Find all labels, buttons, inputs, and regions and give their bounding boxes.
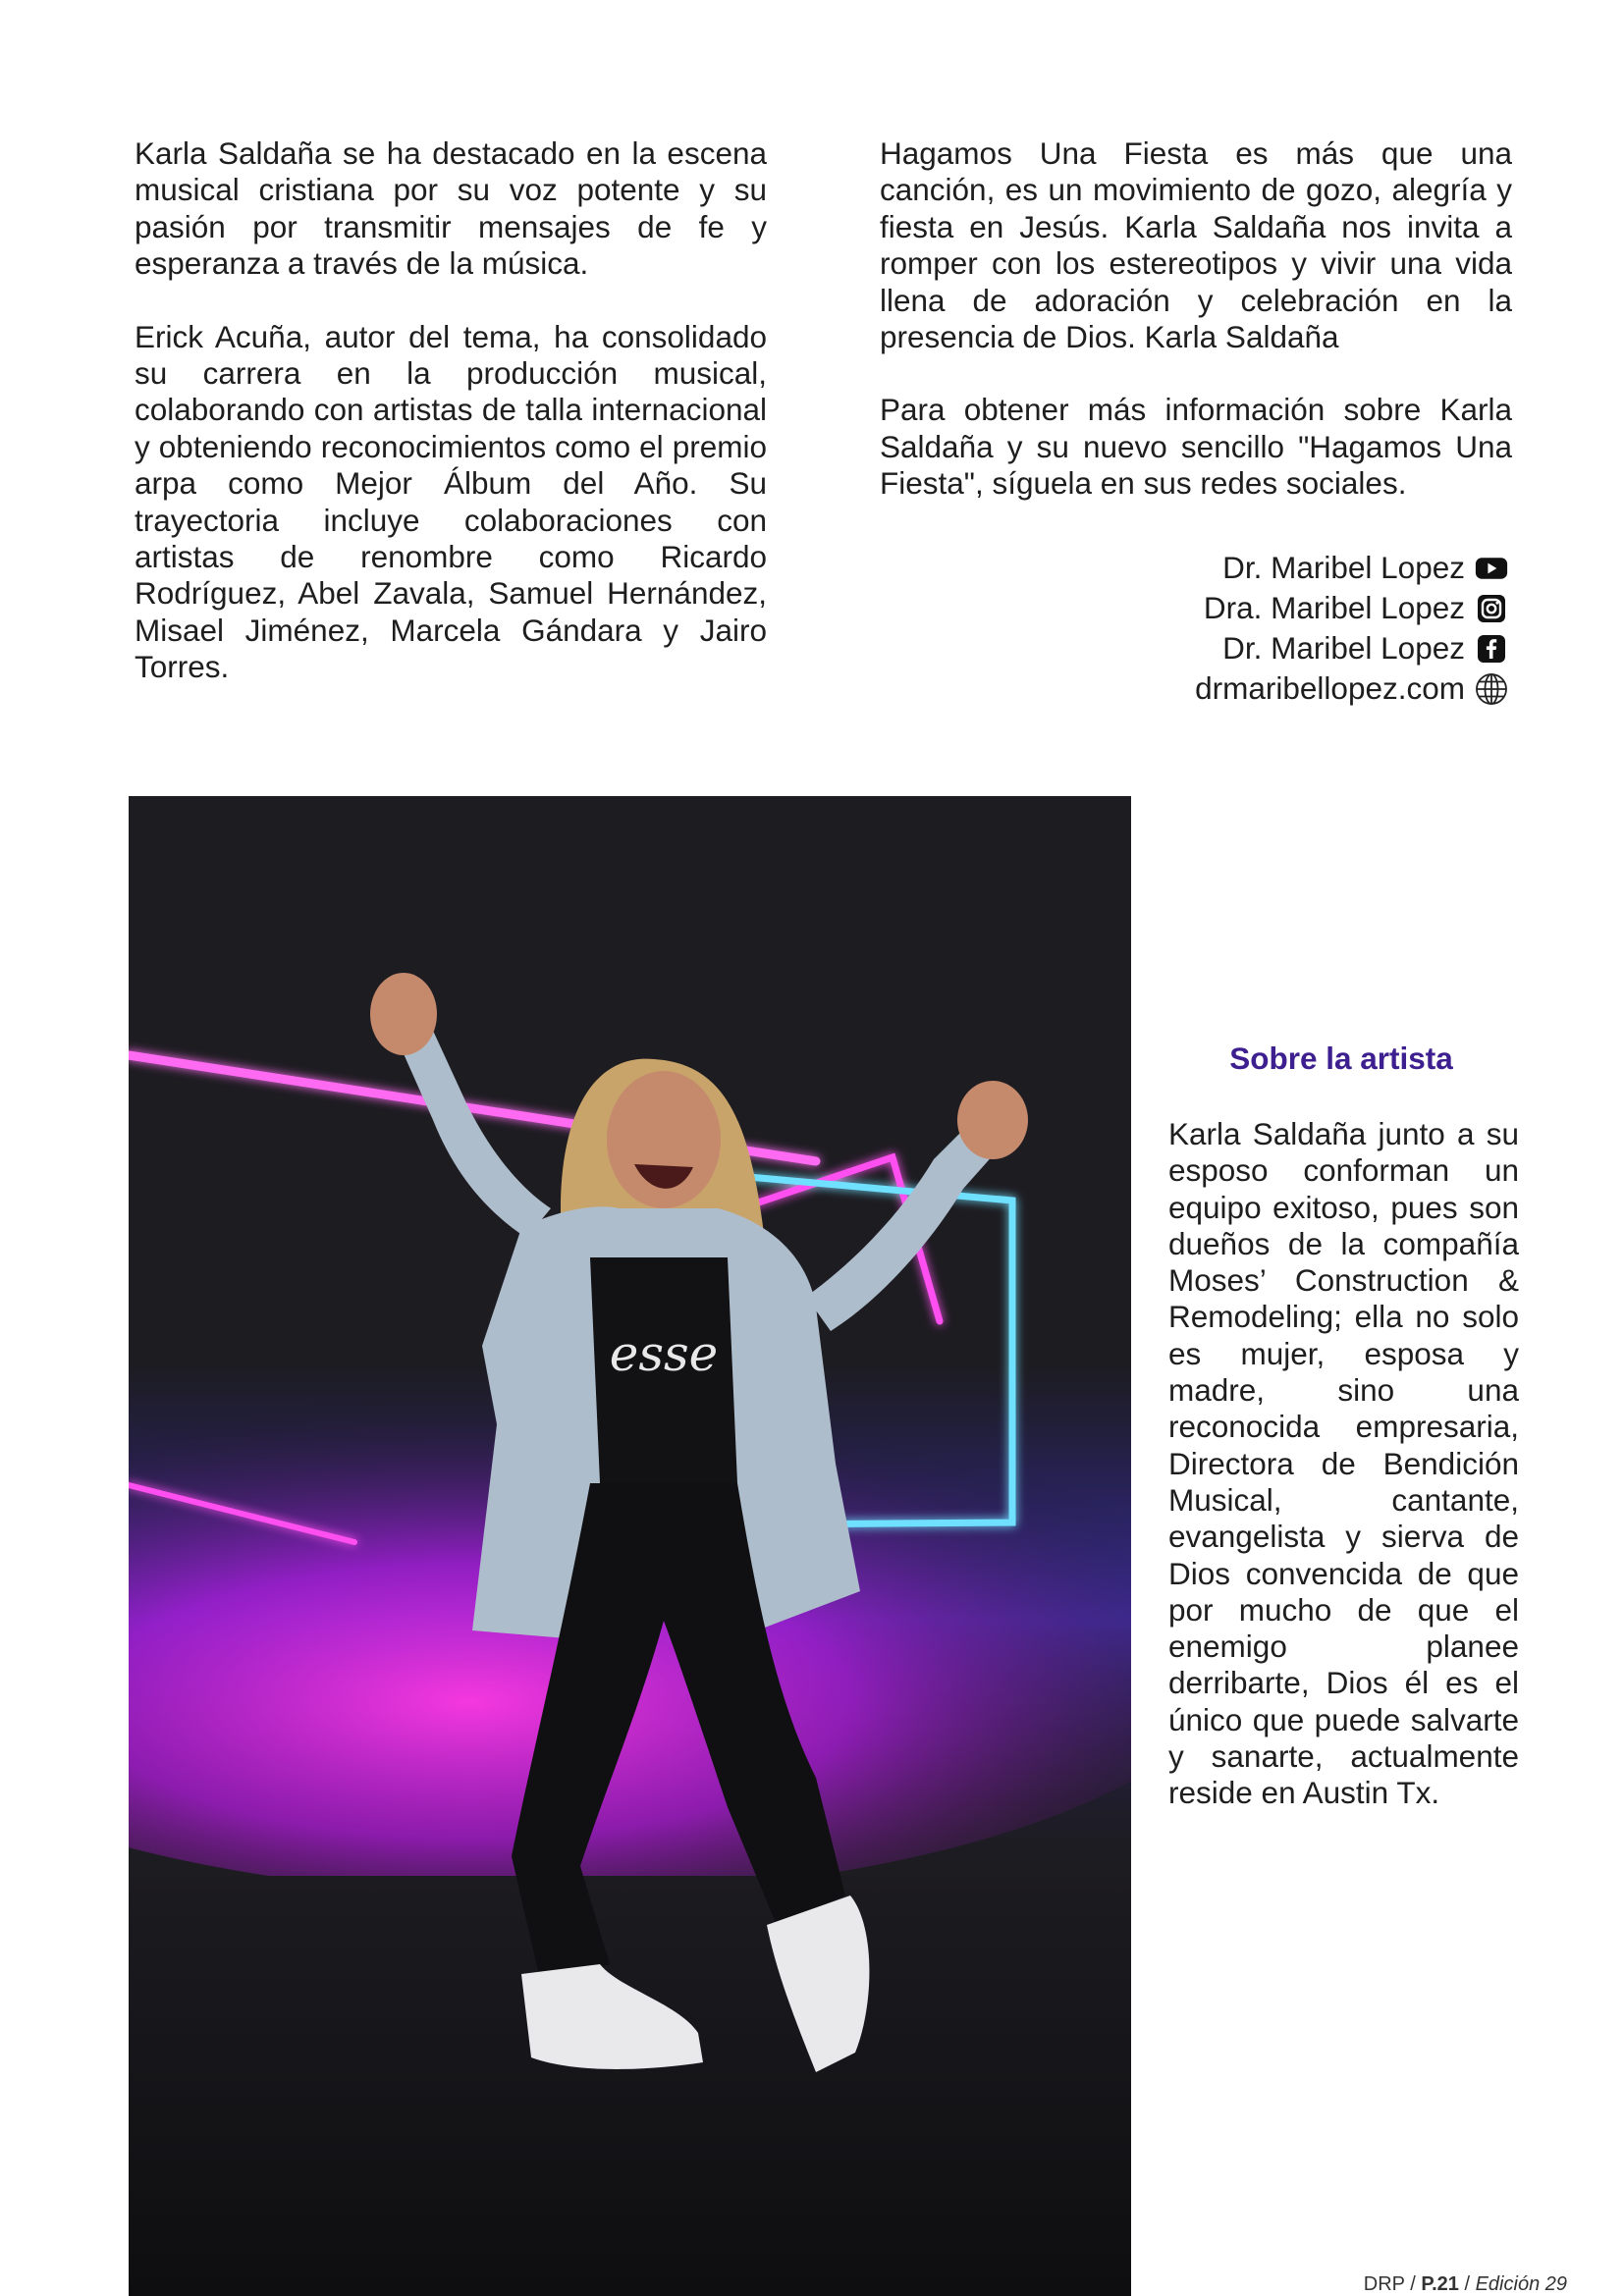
footer-separator: /: [1458, 2273, 1476, 2295]
shirt-text: esse: [609, 1325, 719, 1382]
contact-label: drmaribellopez.com: [1195, 670, 1465, 706]
social-contacts: [958, 548, 1508, 709]
contact-website[interactable]: [958, 668, 1508, 709]
paragraph: Hagamos Una Fiesta es más que una canción, es un movimiento de gozo, alegría y fiesta en Jesús. Karla Saldaña nos invita a romper con los estereotipos y vivir una vida llena de adoración y celebración en la presencia de Dios. Karla Saldaña: [880, 135, 1512, 355]
paragraph: Karla Saldaña se ha destacado en la escena musical cristiana por su voz potente y su pasión por transmitir mensajes de fe y esperanza a través de la música.: [135, 135, 767, 282]
sidebar-text: Karla Saldaña junto a su esposo conforman un equipo exitoso, pues son dueños de la compañía Moses’ Construction & Remodeling; ella no solo es mujer, esposa y madre, sino una reconocida empresaria, Directora de Bendición Musical, cantante, evangelista y sierva de Dios convencida de que por mucho de que el enemigo planee derribarte, Dios él es el único que puede salvarte y sanarte, actualmente reside en Austin Tx.: [1168, 1116, 1519, 1811]
paragraph: Para obtener más información sobre Karla Saldaña y su nuevo sencillo "Hagamos Una Fiesta", síguela en sus redes sociales.: [880, 392, 1512, 502]
youtube-icon[interactable]: [1475, 554, 1508, 583]
contact-label: Dr. Maribel Lopez: [1222, 550, 1465, 585]
sidebar-title: Sobre la artista: [1229, 1041, 1453, 1076]
page-footer: [1364, 2273, 1567, 2295]
article-column-right: [880, 135, 1512, 503]
contact-label: Dra. Maribel Lopez: [1203, 590, 1465, 625]
article-column-left: [135, 135, 767, 686]
contact-facebook[interactable]: [958, 628, 1508, 668]
instagram-icon[interactable]: [1475, 594, 1508, 623]
globe-icon[interactable]: [1475, 674, 1508, 704]
footer-magazine: DRP: [1363, 2273, 1405, 2295]
contact-instagram[interactable]: [958, 588, 1508, 628]
facebook-icon[interactable]: [1475, 634, 1508, 664]
artist-photo: [129, 796, 1131, 2296]
footer-separator: /: [1404, 2273, 1422, 2295]
footer-page-number: P.21: [1421, 2273, 1459, 2295]
paragraph: Erick Acuña, autor del tema, ha consolidado su carrera en la producción musical, colaborando con artistas de talla internacional y obteniendo reconocimientos como el premio arpa como Mejor Álbum del Año. Su trayectoria incluye colaboraciones con artistas de renombre como Ricardo Rodríguez, Abel Zavala, Samuel Hernández, Misael Jiménez, Marcela Gándara y Jairo Torres.: [135, 318, 767, 685]
contact-youtube[interactable]: [958, 548, 1508, 588]
contact-label: Dr. Maribel Lopez: [1222, 630, 1465, 666]
footer-edition: Edición 29: [1475, 2273, 1567, 2295]
